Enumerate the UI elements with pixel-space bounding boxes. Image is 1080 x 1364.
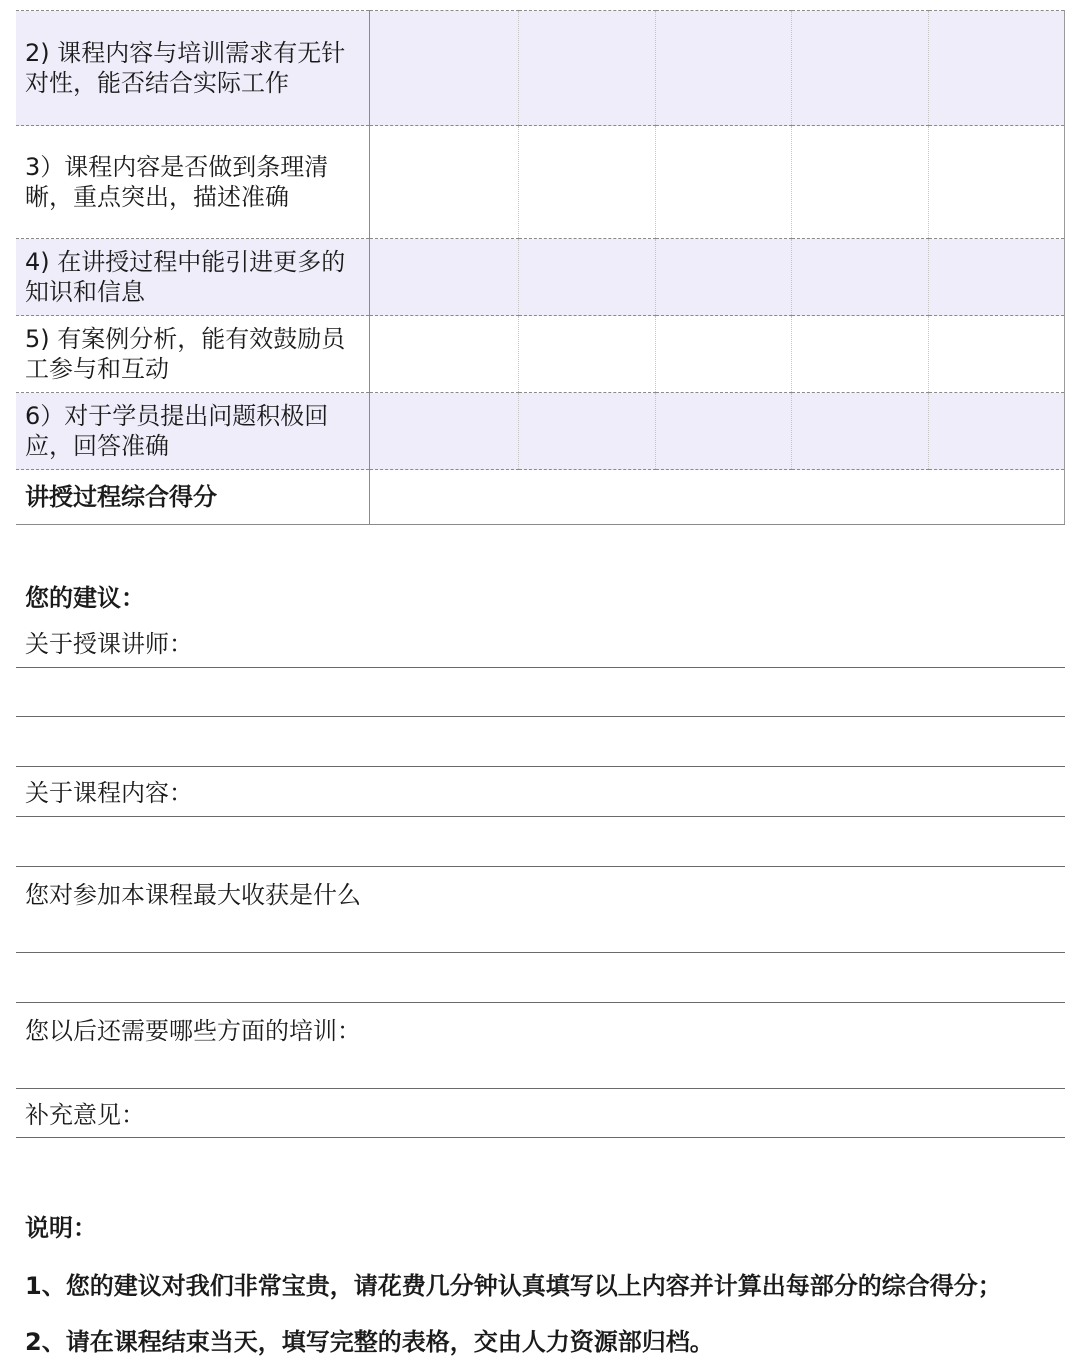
note-item-2: 2、请在课程结束当天，填写完整的表格，交由人力资源部归档。 [25, 1328, 714, 1356]
instructor-answer-line-3[interactable] [16, 766, 1065, 767]
question-cell: 6）对于学员提出问题积极回应，回答准确 [16, 393, 369, 470]
future-training-answer-line[interactable] [16, 1088, 1065, 1089]
extra-comments-label: 补充意见： [25, 1101, 145, 1129]
suggestions-title: 您的建议： [25, 584, 145, 612]
score-cell[interactable] [928, 11, 1064, 126]
question-cell: 4) 在讲授过程中能引进更多的知识和信息 [16, 239, 369, 316]
score-cell[interactable] [655, 126, 791, 239]
table-row [16, 393, 1064, 470]
score-cell[interactable] [791, 239, 928, 316]
score-cell[interactable] [655, 11, 791, 126]
note-item-1: 1、您的建议对我们非常宝贵，请花费几分钟认真填写以上内容并计算出每部分的综合得分； [25, 1272, 1002, 1300]
table-row [16, 11, 1064, 126]
score-cell[interactable] [791, 393, 928, 470]
notes-title: 说明： [25, 1214, 97, 1242]
score-cell[interactable] [791, 11, 928, 126]
score-cell[interactable] [791, 316, 928, 393]
gain-answer-line-2[interactable] [16, 1002, 1065, 1003]
score-cell[interactable] [369, 239, 518, 316]
score-cell[interactable] [518, 316, 655, 393]
score-cell[interactable] [655, 316, 791, 393]
instructor-answer-line-2[interactable] [16, 716, 1065, 717]
score-cell[interactable] [518, 11, 655, 126]
score-cell[interactable] [928, 239, 1064, 316]
extra-comments-answer-line[interactable] [16, 1137, 1065, 1138]
score-cell[interactable] [518, 126, 655, 239]
question-cell: 3）课程内容是否做到条理清晰，重点突出，描述准确 [16, 126, 369, 239]
score-cell[interactable] [369, 393, 518, 470]
question-cell: 2) 课程内容与培训需求有无针对性，能否结合实际工作 [16, 11, 369, 126]
content-answer-line-2[interactable] [16, 866, 1065, 867]
question-cell: 5) 有案例分析，能有效鼓励员工参与和互动 [16, 316, 369, 393]
total-label: 讲授过程综合得分 [16, 470, 369, 525]
score-cell[interactable] [655, 239, 791, 316]
future-training-label: 您以后还需要哪些方面的培训： [25, 1017, 361, 1045]
score-cell[interactable] [369, 11, 518, 126]
instructor-answer-line-1[interactable] [16, 667, 1065, 668]
table-row [16, 316, 1064, 393]
score-cell[interactable] [928, 126, 1064, 239]
score-cell[interactable] [791, 126, 928, 239]
table-row [16, 239, 1064, 316]
table-row [16, 126, 1064, 239]
score-cell[interactable] [655, 393, 791, 470]
gain-answer-line-1[interactable] [16, 952, 1065, 953]
evaluation-table [16, 10, 1065, 525]
score-cell[interactable] [518, 239, 655, 316]
total-row [16, 470, 1064, 525]
instructor-label: 关于授课讲师： [25, 630, 193, 658]
content-label: 关于课程内容： [25, 779, 193, 807]
gain-label: 您对参加本课程最大收获是什么 [25, 881, 361, 909]
score-cell[interactable] [369, 126, 518, 239]
score-cell[interactable] [369, 316, 518, 393]
content-answer-line-1[interactable] [16, 816, 1065, 817]
score-cell[interactable] [518, 393, 655, 470]
score-cell[interactable] [928, 393, 1064, 470]
score-cell[interactable] [928, 316, 1064, 393]
total-score-cell[interactable] [369, 470, 1064, 525]
